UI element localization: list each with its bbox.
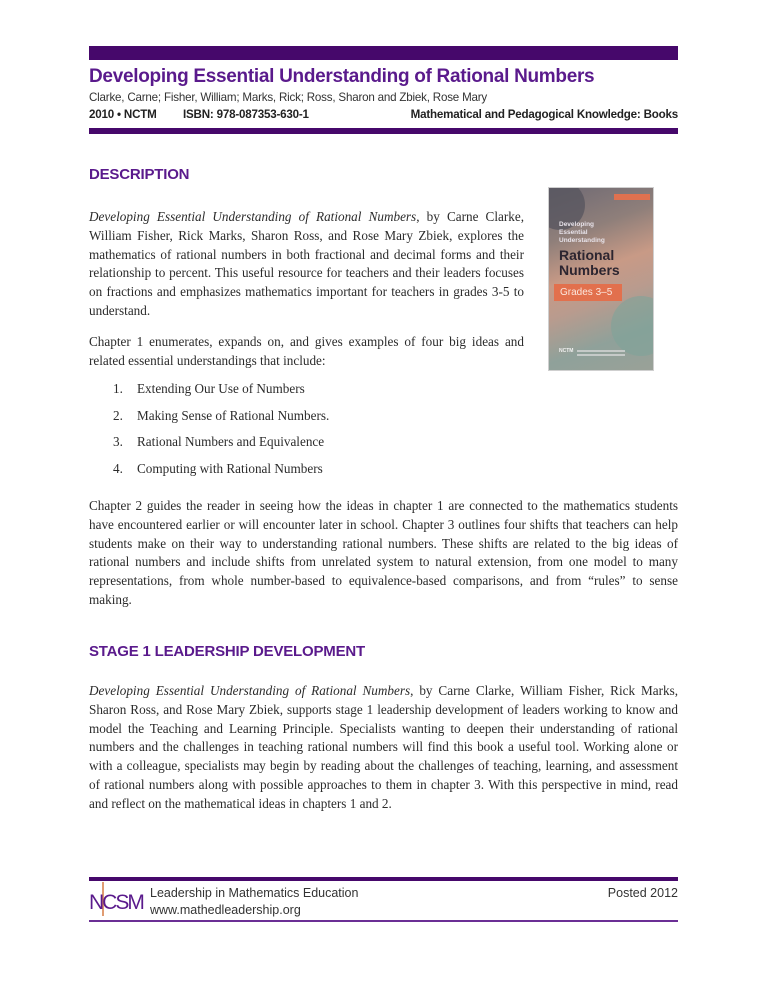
list-text: Extending Our Use of Numbers <box>137 381 305 396</box>
isbn: ISBN: 978-087353-630-1 <box>183 108 309 121</box>
footer-website-link[interactable]: www.mathedleadership.org <box>150 903 301 917</box>
cover-title <box>559 248 620 278</box>
year-publisher: 2010 • NCTM <box>89 108 157 121</box>
cover-series-title <box>559 221 605 245</box>
category: Mathematical and Pedagogical Knowledge: Books <box>410 108 678 121</box>
header-bottom-bar <box>89 128 678 134</box>
svg-text:NCSM: NCSM <box>89 891 143 914</box>
cover-nctm-logo: NCTM <box>559 348 574 354</box>
cover-logo-text <box>577 350 625 352</box>
description-paragraph-1-text: , by Carne Clarke, William Fisher, Rick Marks, Sharon Ross, and Rose Mary Zbiek, explores the mathematics of rational numbers in both fractional and decimal forms and their relationship to percent. This useful resource for teachers and their leaders focuses on fractions and emphasizes mathematics important for teachers in grades 3-5 to understand. <box>89 209 524 318</box>
book-title-italic: Developing Essential Understanding of Rational Numbers <box>89 683 411 698</box>
authors-line: Clarke, Carne; Fisher, William; Marks, Rick; Ross, Sharon and Zbiek, Rose Mary <box>89 91 488 104</box>
list-number: 1. <box>113 381 123 396</box>
list-number: 3. <box>113 434 123 449</box>
list-item <box>113 460 329 487</box>
posted-date: Posted 2012 <box>607 886 678 900</box>
footer-bottom-line <box>89 920 678 922</box>
list-number: 2. <box>113 407 123 423</box>
description-heading: DESCRIPTION <box>89 166 190 183</box>
list-item <box>113 407 329 434</box>
cover-series-line: Developing <box>559 221 595 228</box>
cover-series-tag <box>614 194 650 200</box>
list-number: 4. <box>113 460 123 476</box>
cover-title-line: Rational <box>559 247 615 263</box>
header-top-bar <box>89 46 678 60</box>
list-text: Making Sense of Rational Numbers. <box>137 407 330 423</box>
list-item <box>113 380 329 407</box>
book-cover-image <box>549 188 653 370</box>
stage-1-paragraph-text: , by Carne Clarke, William Fisher, Rick Marks, Sharon Ross, and Rose Mary Zbiek, supports stage 1 leadership development of leaders working to know and model the Teaching and Learning Principle. Specialists wanting to deepen their understanding of rational numbers and the challenges in teaching rational numbers will find this book a useful tool. Working alone or with a colleague, specialists may begin by reading about the challenges of teaching, learning, and assessment of rational numbers along with possible approaches to them in chapter 3. With this perspective in mind, read and reflect on the mathematical ideas in chapters 1 and 2. <box>89 683 678 811</box>
big-ideas-list <box>113 380 329 486</box>
list-text: Computing with Rational Numbers <box>137 460 323 476</box>
cover-decoration <box>611 296 653 356</box>
description-paragraph-3: Chapter 2 guides the reader in seeing how the ideas in chapter 1 are connected to the mathematics students have encountered earlier or will encounter later in school. Chapter 3 outlines four shifts that teachers can help students make on their way to understanding rational numbers. These shifts are related to the big ideas of rational numbers and include shifts from unrelated system to natural extension, from one model to many representations, from whole number-based to equivalence-based comparisons, and from “rules” to sense making. <box>89 498 678 607</box>
stage-1-paragraph <box>89 682 678 814</box>
stage-1-heading: STAGE 1 LEADERSHIP DEVELOPMENT <box>89 643 365 660</box>
footer-organization: Leadership in Mathematics Education <box>150 886 359 900</box>
document-title: Developing Essential Understanding of Rational Numbers <box>89 66 595 87</box>
ncsm-logo-icon <box>89 882 145 916</box>
cover-series-line: Essential <box>559 229 588 236</box>
list-item <box>113 433 329 460</box>
footer-divider <box>89 877 678 881</box>
book-title-italic: Developing Essential Understanding of Rational Numbers <box>89 209 417 224</box>
list-text: Rational Numbers and Equivalence <box>137 434 325 449</box>
cover-series-line: Understanding <box>559 237 605 244</box>
cover-grades-badge: Grades 3–5 <box>554 284 622 301</box>
description-paragraph-2: Chapter 1 enumerates, expands on, and gives examples of four big ideas and related essential understandings that include: <box>89 334 524 368</box>
description-paragraph-1 <box>89 208 524 321</box>
cover-title-line: Numbers <box>559 262 620 278</box>
